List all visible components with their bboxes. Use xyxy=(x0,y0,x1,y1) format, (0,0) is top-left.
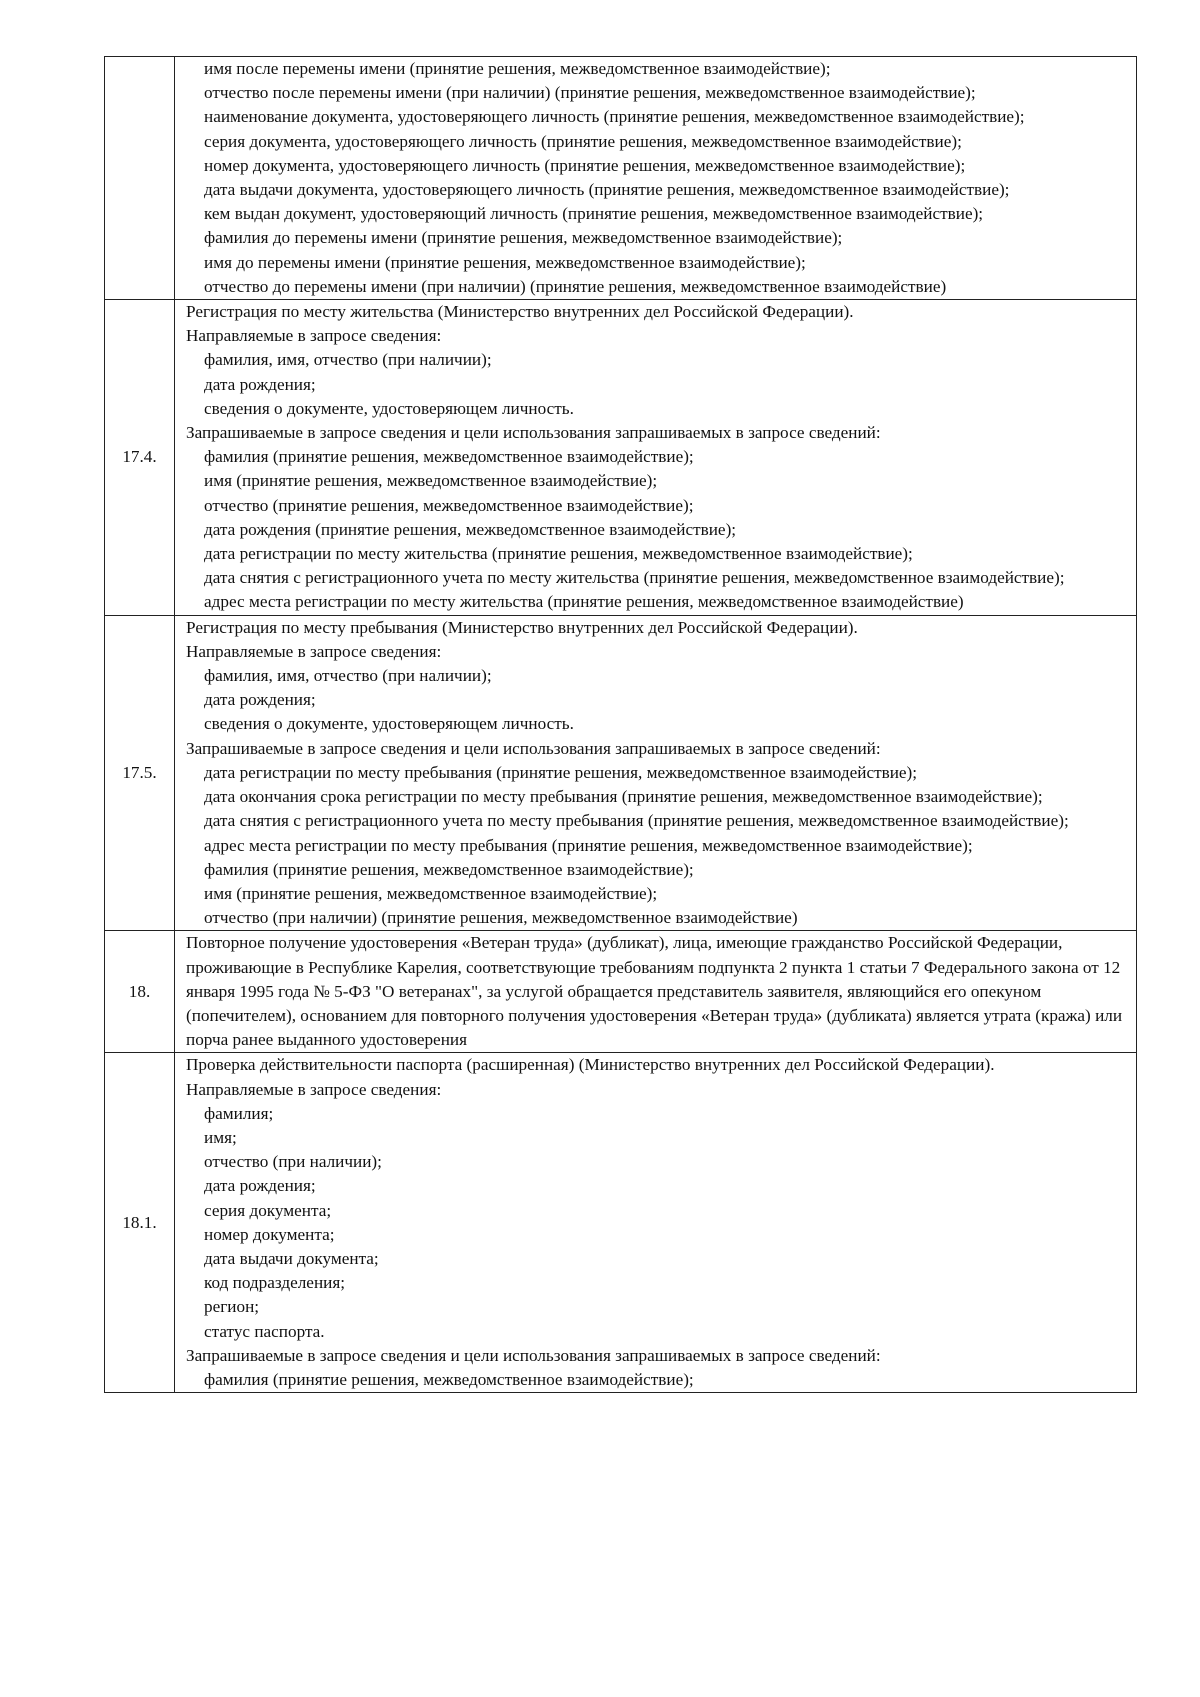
list-item: имя до перемены имени (принятие решения, межведомственное взаимодействие); xyxy=(204,252,806,272)
paragraph: Повторное получение удостоверения «Ветеран труда» (дубликат), лица, имеющие гражданство Российской Федерации, проживающие в Республике Карелия, соответствующие требованиям подпункта 2 пункта 1 статьи 7 Федерального закона от 12 января 1995 года № 5-ФЗ "О ветеранах", за услугой обращается представитель заявителя, являющийся его опекуном (попечителем), основанием для повторного получения удостоверения «Ветеран труда» (дубликата) является утрата (кража) или порча ранее выданного удостоверения xyxy=(186,933,1123,1050)
row-content xyxy=(175,300,1137,616)
paragraph: Запрашиваемые в запросе сведения и цели использования запрашиваемых в запросе сведений: xyxy=(186,423,881,443)
list-item: регион; xyxy=(204,1297,260,1317)
row-number: 18.1. xyxy=(105,1053,175,1393)
table-row xyxy=(105,931,1137,1053)
row-number: 18. xyxy=(105,931,175,1053)
list-item: отчество (при наличии); xyxy=(204,1152,382,1172)
list-item: фамилия (принятие решения, межведомственное взаимодействие); xyxy=(204,859,694,879)
paragraph: Регистрация по месту жительства (Министерство внутренних дел Российской Федерации). xyxy=(186,302,854,322)
table-row xyxy=(105,615,1137,931)
list-item: дата выдачи документа, удостоверяющего личность (принятие решения, межведомственное взаимодействие); xyxy=(204,180,1010,200)
list-item: код подразделения; xyxy=(204,1273,346,1293)
list-item: фамилия; xyxy=(204,1103,274,1123)
list-item: дата регистрации по месту пребывания (принятие решения, межведомственное взаимодействие); xyxy=(204,762,918,782)
list-item: отчество (при наличии) (принятие решения, межведомственное взаимодействие) xyxy=(204,908,798,928)
list-item: дата снятия с регистрационного учета по месту жительства (принятие решения, межведомственное взаимодействие); xyxy=(204,568,1065,588)
paragraph: Регистрация по месту пребывания (Министерство внутренних дел Российской Федерации). xyxy=(186,617,858,637)
list-item: дата рождения; xyxy=(204,1176,316,1196)
list-item: дата снятия с регистрационного учета по месту пребывания (принятие решения, межведомственное взаимодействие); xyxy=(204,811,1069,831)
list-item: адрес места регистрации по месту жительства (принятие решения, межведомственное взаимодействие) xyxy=(204,592,964,612)
paragraph: Проверка действительности паспорта (расширенная) (Министерство внутренних дел Российской Федерации). xyxy=(186,1055,995,1075)
list-item: фамилия, имя, отчество (при наличии); xyxy=(204,350,492,370)
row-number: 17.5. xyxy=(105,615,175,931)
list-item: имя (принятие решения, межведомственное взаимодействие); xyxy=(204,471,658,491)
list-item: дата рождения (принятие решения, межведомственное взаимодействие); xyxy=(204,519,737,539)
list-item: фамилия (принятие решения, межведомственное взаимодействие); xyxy=(204,1369,694,1389)
list-item: номер документа, удостоверяющего личность (принятие решения, межведомственное взаимодействие); xyxy=(204,155,966,175)
list-item: сведения о документе, удостоверяющем личность. xyxy=(204,398,574,418)
table-row xyxy=(105,300,1137,616)
list-item: отчество после перемены имени (при наличии) (принятие решения, межведомственное взаимодействие); xyxy=(204,83,976,103)
list-item: адрес места регистрации по месту пребывания (принятие решения, межведомственное взаимодействие); xyxy=(204,835,973,855)
row-number: 17.4. xyxy=(105,300,175,616)
paragraph: Направляемые в запросе сведения: xyxy=(186,1079,442,1099)
row-content xyxy=(175,931,1137,1053)
list-item: сведения о документе, удостоверяющем личность. xyxy=(204,714,574,734)
list-item: наименование документа, удостоверяющего личность (принятие решения, межведомственное взаимодействие); xyxy=(204,107,1025,127)
row-content xyxy=(175,615,1137,931)
paragraph: Запрашиваемые в запросе сведения и цели использования запрашиваемых в запросе сведений: xyxy=(186,1345,881,1365)
list-item: имя (принятие решения, межведомственное взаимодействие); xyxy=(204,883,658,903)
list-item: дата рождения; xyxy=(204,690,316,710)
list-item: имя после перемены имени (принятие решения, межведомственное взаимодействие); xyxy=(204,59,831,78)
list-item: дата окончания срока регистрации по месту пребывания (принятие решения, межведомственное взаимодействие); xyxy=(204,787,1043,807)
list-item: дата выдачи документа; xyxy=(204,1248,379,1268)
list-item: дата регистрации по месту жительства (принятие решения, межведомственное взаимодействие); xyxy=(204,544,913,564)
list-item: фамилия (принятие решения, межведомственное взаимодействие); xyxy=(204,447,694,467)
list-item: серия документа; xyxy=(204,1200,332,1220)
list-item: серия документа, удостоверяющего личность (принятие решения, межведомственное взаимодействие); xyxy=(204,131,962,151)
list-item: номер документа; xyxy=(204,1224,335,1244)
table-row xyxy=(105,1053,1137,1393)
paragraph: Направляемые в запросе сведения: xyxy=(186,641,442,661)
table-row xyxy=(105,57,1137,300)
list-item: кем выдан документ, удостоверяющий личность (принятие решения, межведомственное взаимодействие); xyxy=(204,204,984,224)
list-item: отчество до перемены имени (при наличии) (принятие решения, межведомственное взаимодействие) xyxy=(204,276,947,296)
list-item: имя; xyxy=(204,1127,237,1147)
row-number xyxy=(105,57,175,300)
list-item: фамилия до перемены имени (принятие решения, межведомственное взаимодействие); xyxy=(204,228,843,248)
table-body xyxy=(105,57,1137,1393)
row-content xyxy=(175,1053,1137,1393)
list-item: фамилия, имя, отчество (при наличии); xyxy=(204,666,492,686)
list-item: статус паспорта. xyxy=(204,1321,325,1341)
list-item: дата рождения; xyxy=(204,374,316,394)
paragraph: Направляемые в запросе сведения: xyxy=(186,326,442,346)
paragraph: Запрашиваемые в запросе сведения и цели использования запрашиваемых в запросе сведений: xyxy=(186,738,881,758)
row-content xyxy=(175,57,1137,300)
requirements-table xyxy=(104,56,1137,1393)
list-item: отчество (принятие решения, межведомственное взаимодействие); xyxy=(204,495,694,515)
